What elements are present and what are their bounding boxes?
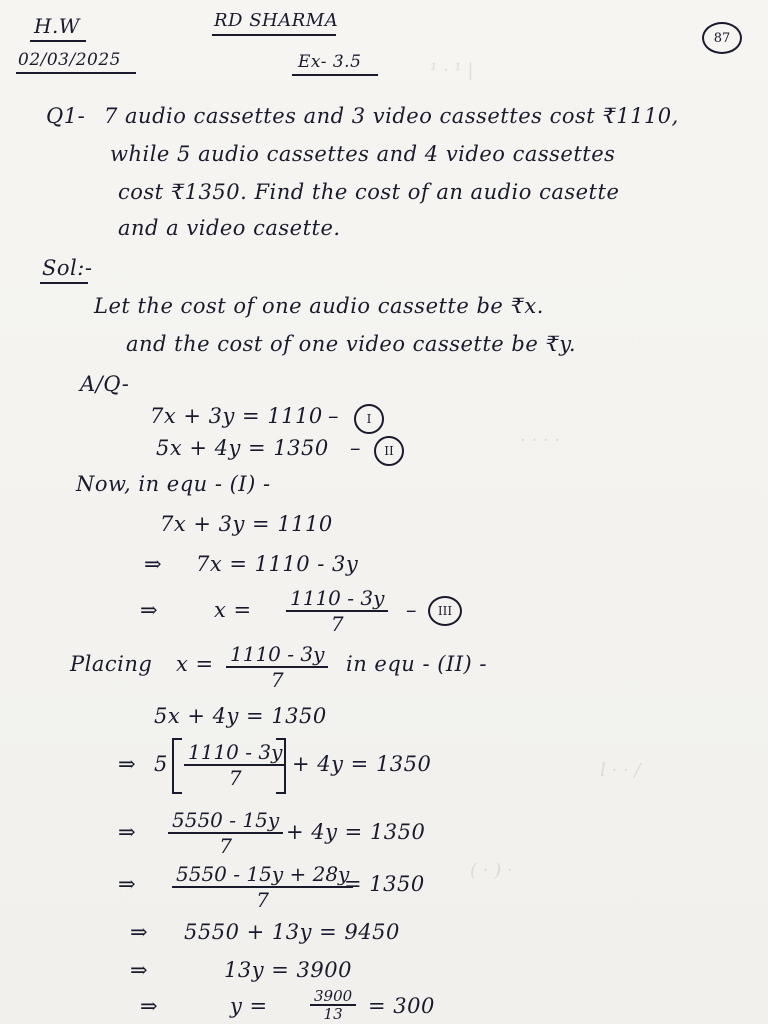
underline (212, 34, 336, 36)
fraction (172, 862, 353, 912)
bracket-left (172, 738, 182, 794)
implies-arrow: ⇒ (130, 920, 149, 944)
denominator: 7 (270, 668, 284, 692)
equation-tag: I (354, 404, 384, 434)
solution-label: Sol:- (42, 256, 93, 280)
underline (16, 72, 136, 74)
implies-arrow: ⇒ (140, 598, 159, 622)
question-line: 7 audio cassettes and 3 video cassettes cost ₹1110, (104, 104, 679, 128)
step-equation: 13y = 3900 (224, 958, 352, 982)
fraction (184, 740, 286, 790)
equation-tag: II (374, 436, 404, 466)
dash: – (350, 436, 361, 460)
dash: – (406, 598, 417, 622)
fraction (310, 988, 356, 1022)
step-intro: Now, in equ - (I) - (76, 472, 271, 496)
according-to-question: A/Q- (80, 372, 130, 396)
denominator: 7 (256, 888, 270, 912)
implies-arrow: ⇒ (130, 958, 149, 982)
denominator: 13 (323, 1005, 343, 1023)
bleed-through: l · · / (600, 760, 641, 781)
question-label: Q1- (46, 104, 86, 128)
equation-1: 7x + 3y = 1110 (150, 404, 323, 428)
numerator: 1110 - 3y (286, 586, 388, 612)
fraction (286, 586, 388, 636)
assumption-line: Let the cost of one audio cassette be ₹x. (94, 294, 544, 318)
denominator: 7 (228, 766, 242, 790)
coefficient: 5 (154, 752, 168, 776)
step-equation: 5x + 4y = 1350 (154, 704, 327, 728)
exercise-number: Ex- 3.5 (298, 52, 362, 72)
date: 02/03/2025 (18, 50, 121, 70)
step-tail: = 300 (368, 994, 435, 1018)
equation-tag: III (428, 596, 462, 626)
step-tail: + 4y = 1350 (292, 752, 432, 776)
underline (40, 282, 88, 284)
fraction (168, 808, 283, 858)
step-equation: 7x + 3y = 1110 (160, 512, 333, 536)
numerator: 1110 - 3y (184, 740, 286, 766)
numerator: 3900 (310, 988, 356, 1006)
step-tail: in equ - (II) - (346, 652, 488, 676)
dash: – (328, 404, 339, 428)
question-line: and a video casette. (118, 216, 341, 240)
step-lhs: y = (230, 994, 268, 1018)
implies-arrow: ⇒ (118, 872, 137, 896)
question-line: cost ₹1350. Find the cost of an audio casette (118, 180, 620, 204)
step-lhs: x = (176, 652, 214, 676)
step-tail: = 1350 (344, 872, 425, 896)
step-lhs: x = (214, 598, 252, 622)
underline (30, 40, 86, 42)
numerator: 5550 - 15y (168, 808, 283, 834)
homework-label: H.W (34, 14, 80, 38)
step-tail: + 4y = 1350 (286, 820, 426, 844)
step-equation: 7x = 1110 - 3y (196, 552, 359, 576)
implies-arrow: ⇒ (118, 752, 137, 776)
bracket-right (276, 738, 286, 794)
placing-label: Placing (70, 652, 153, 676)
implies-arrow: ⇒ (140, 994, 159, 1018)
denominator: 7 (330, 612, 344, 636)
page-number: 87 (702, 22, 742, 54)
numerator: 1110 - 3y (226, 642, 328, 668)
denominator: 7 (219, 834, 232, 858)
implies-arrow: ⇒ (118, 820, 137, 844)
equation-2: 5x + 4y = 1350 (156, 436, 329, 460)
bleed-through: ( · ) · (470, 860, 513, 881)
implies-arrow: ⇒ (144, 552, 163, 576)
underline (292, 74, 378, 76)
numerator: 5550 - 15y + 28y (172, 862, 353, 888)
fraction (226, 642, 328, 692)
question-line: while 5 audio cassettes and 4 video cassettes (110, 142, 616, 166)
assumption-line: and the cost of one video cassette be ₹y. (126, 332, 577, 356)
bleed-through: ¹ · ¹ | (430, 60, 474, 81)
book-title: RD SHARMA (214, 10, 339, 31)
bleed-through: · · · · (520, 430, 561, 451)
step-equation: 5550 + 13y = 9450 (184, 920, 400, 944)
